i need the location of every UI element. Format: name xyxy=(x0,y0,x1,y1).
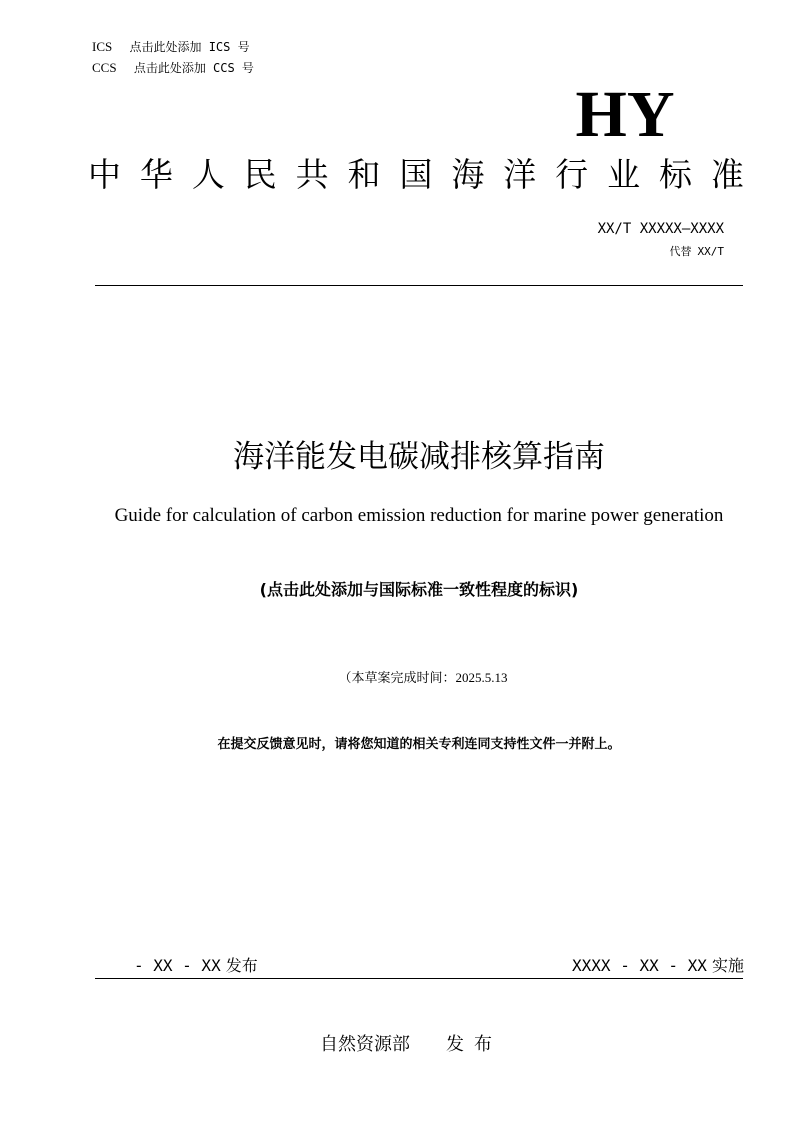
heading-char: 民 xyxy=(243,155,277,194)
heading-char: 洋 xyxy=(503,155,537,194)
heading-char: 准 xyxy=(710,155,744,194)
heading-char: 华 xyxy=(139,155,173,194)
heading-char: 业 xyxy=(607,155,641,194)
implementation-label: 实施 xyxy=(711,956,744,975)
heading-char: 行 xyxy=(555,155,589,194)
ics-placeholder-field[interactable]: 点击此处添加 ICS 号 xyxy=(129,40,250,54)
issuer-organization: 自然资源部 xyxy=(320,1034,410,1055)
industry-mark-logo: HY xyxy=(575,78,675,151)
ics-code: ICS xyxy=(92,39,113,54)
heading-char: 国 xyxy=(399,155,433,194)
ccs-code: CCS xyxy=(92,60,117,75)
consistency-note-field[interactable]: (点击此处添加与国际标准一致性程度的标识) xyxy=(259,580,579,599)
heading-char: 海 xyxy=(451,155,485,194)
issuing-authority xyxy=(320,1032,502,1058)
standard-category-heading xyxy=(88,153,744,197)
document-title-chinese: 海洋能发电碳减排核算指南 xyxy=(233,439,605,475)
heading-char: 标 xyxy=(658,155,692,194)
implementation-date-value: XXXX - XX - XX xyxy=(572,956,707,975)
replaces-label: 代替 xyxy=(669,245,692,258)
issuer-action: 发布 xyxy=(446,1034,502,1055)
heading-char: 和 xyxy=(347,155,381,194)
ics-line xyxy=(92,40,250,54)
publish-date xyxy=(134,955,258,977)
publish-date-value: - XX - XX xyxy=(134,956,221,975)
document-title-english: Guide for calculation of carbon emission reduction for marine power generation xyxy=(114,505,724,526)
draft-completion-date: （本草案完成时间：2025.5.13 xyxy=(338,670,508,685)
patent-notice: 在提交反馈意见时，请将您知道的相关专利连同支持性文件一并附上。 xyxy=(217,737,621,752)
replaces-line xyxy=(670,245,725,259)
heading-char: 中 xyxy=(88,155,121,194)
publish-label: 发布 xyxy=(225,956,258,975)
replaces-code: XX/T xyxy=(697,245,724,258)
heading-char: 共 xyxy=(295,155,329,194)
standard-number: XX/T XXXXX—XXXX xyxy=(597,221,724,237)
implementation-date xyxy=(572,955,744,977)
ccs-line xyxy=(92,61,254,75)
footer-divider xyxy=(95,978,743,979)
ccs-placeholder-field[interactable]: 点击此处添加 CCS 号 xyxy=(133,61,254,75)
header-divider xyxy=(95,285,743,286)
heading-char: 人 xyxy=(191,155,225,194)
